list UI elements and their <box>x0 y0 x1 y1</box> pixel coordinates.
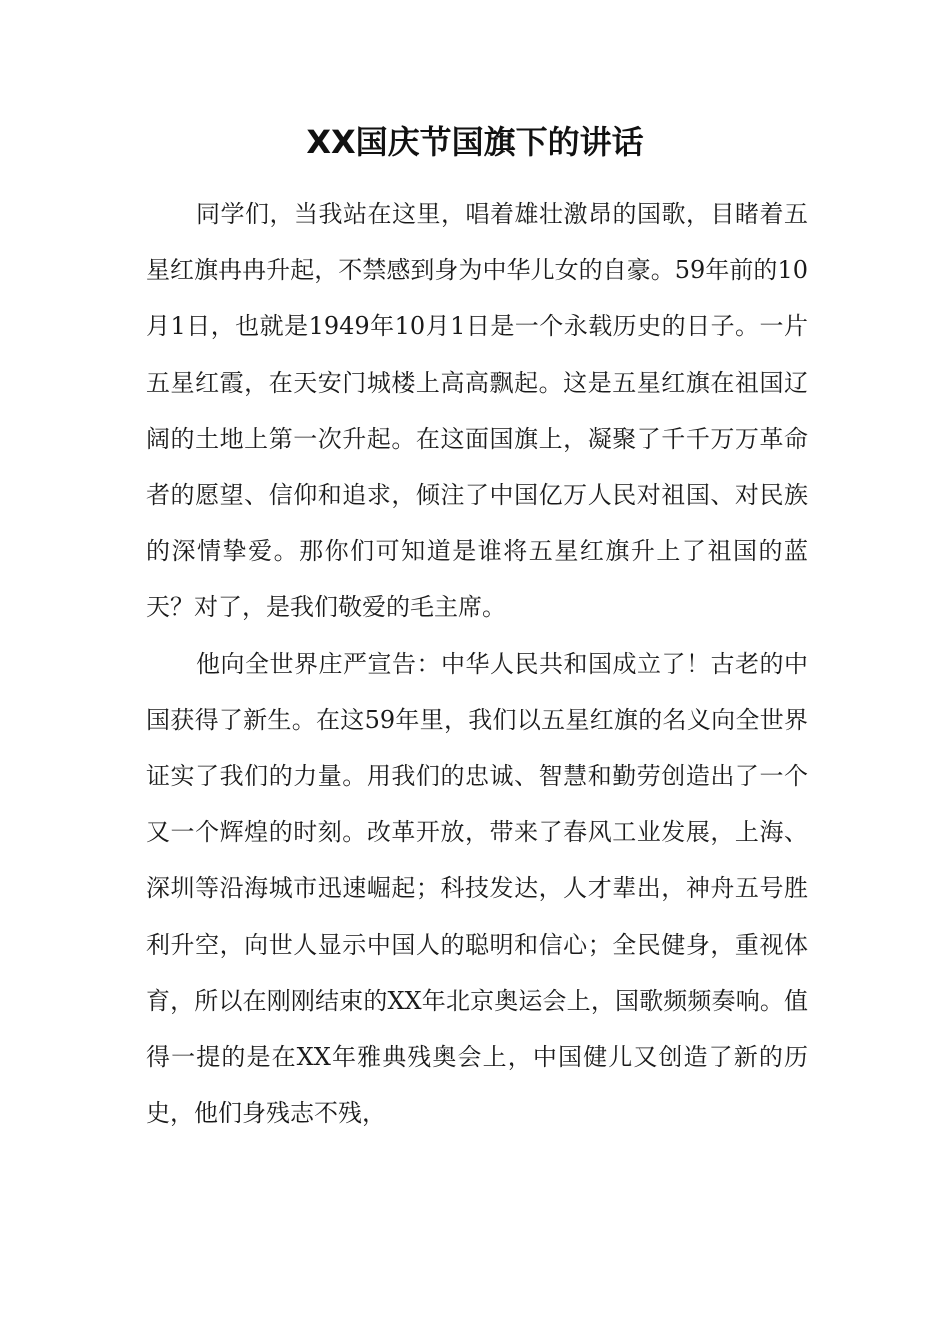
document-title: XX国庆节国旗下的讲话 <box>306 123 644 161</box>
paragraph: 他向全世界庄严宣告：中华人民共和国成立了！古老的中国获得了新生。在这59年里，我们以五星红旗的名义向全世界证实了我们的力量。用我们的忠诚、智慧和勤劳创造出了一个又一个辉煌的时刻。改革开放，带来了春风工业发展，上海、深圳等沿海城市迅速崛起；科技发达，人才辈出，神舟五号胜利升空，向世人显示中国人的聪明和信心；全民健身，重视体育，所以在刚刚结束的XX年北京奥运会上，国歌频频奏响。值得一提的是在XX年雅典残奥会上，中国健儿又创造了新的历史，他们身残志不残， <box>146 649 808 1128</box>
document-body <box>146 186 808 1141</box>
paragraph: 同学们，当我站在这里，唱着雄壮激昂的国歌，目睹着五星红旗冉冉升起，不禁感到身为中华儿女的自豪。59年前的10月1日，也就是1949年10月1日是一个永载历史的日子。一片五星红霞，在天安门城楼上高高飘起。这是五星红旗在祖国辽阔的土地上第一次升起。在这面国旗上，凝聚了千千万万革命者的愿望、信仰和追求，倾注了中国亿万人民对祖国、对民族的深情挚爱。那你们可知道是谁将五星红旗升上了祖国的蓝天？对了，是我们敬爱的毛主席。 <box>146 200 808 622</box>
